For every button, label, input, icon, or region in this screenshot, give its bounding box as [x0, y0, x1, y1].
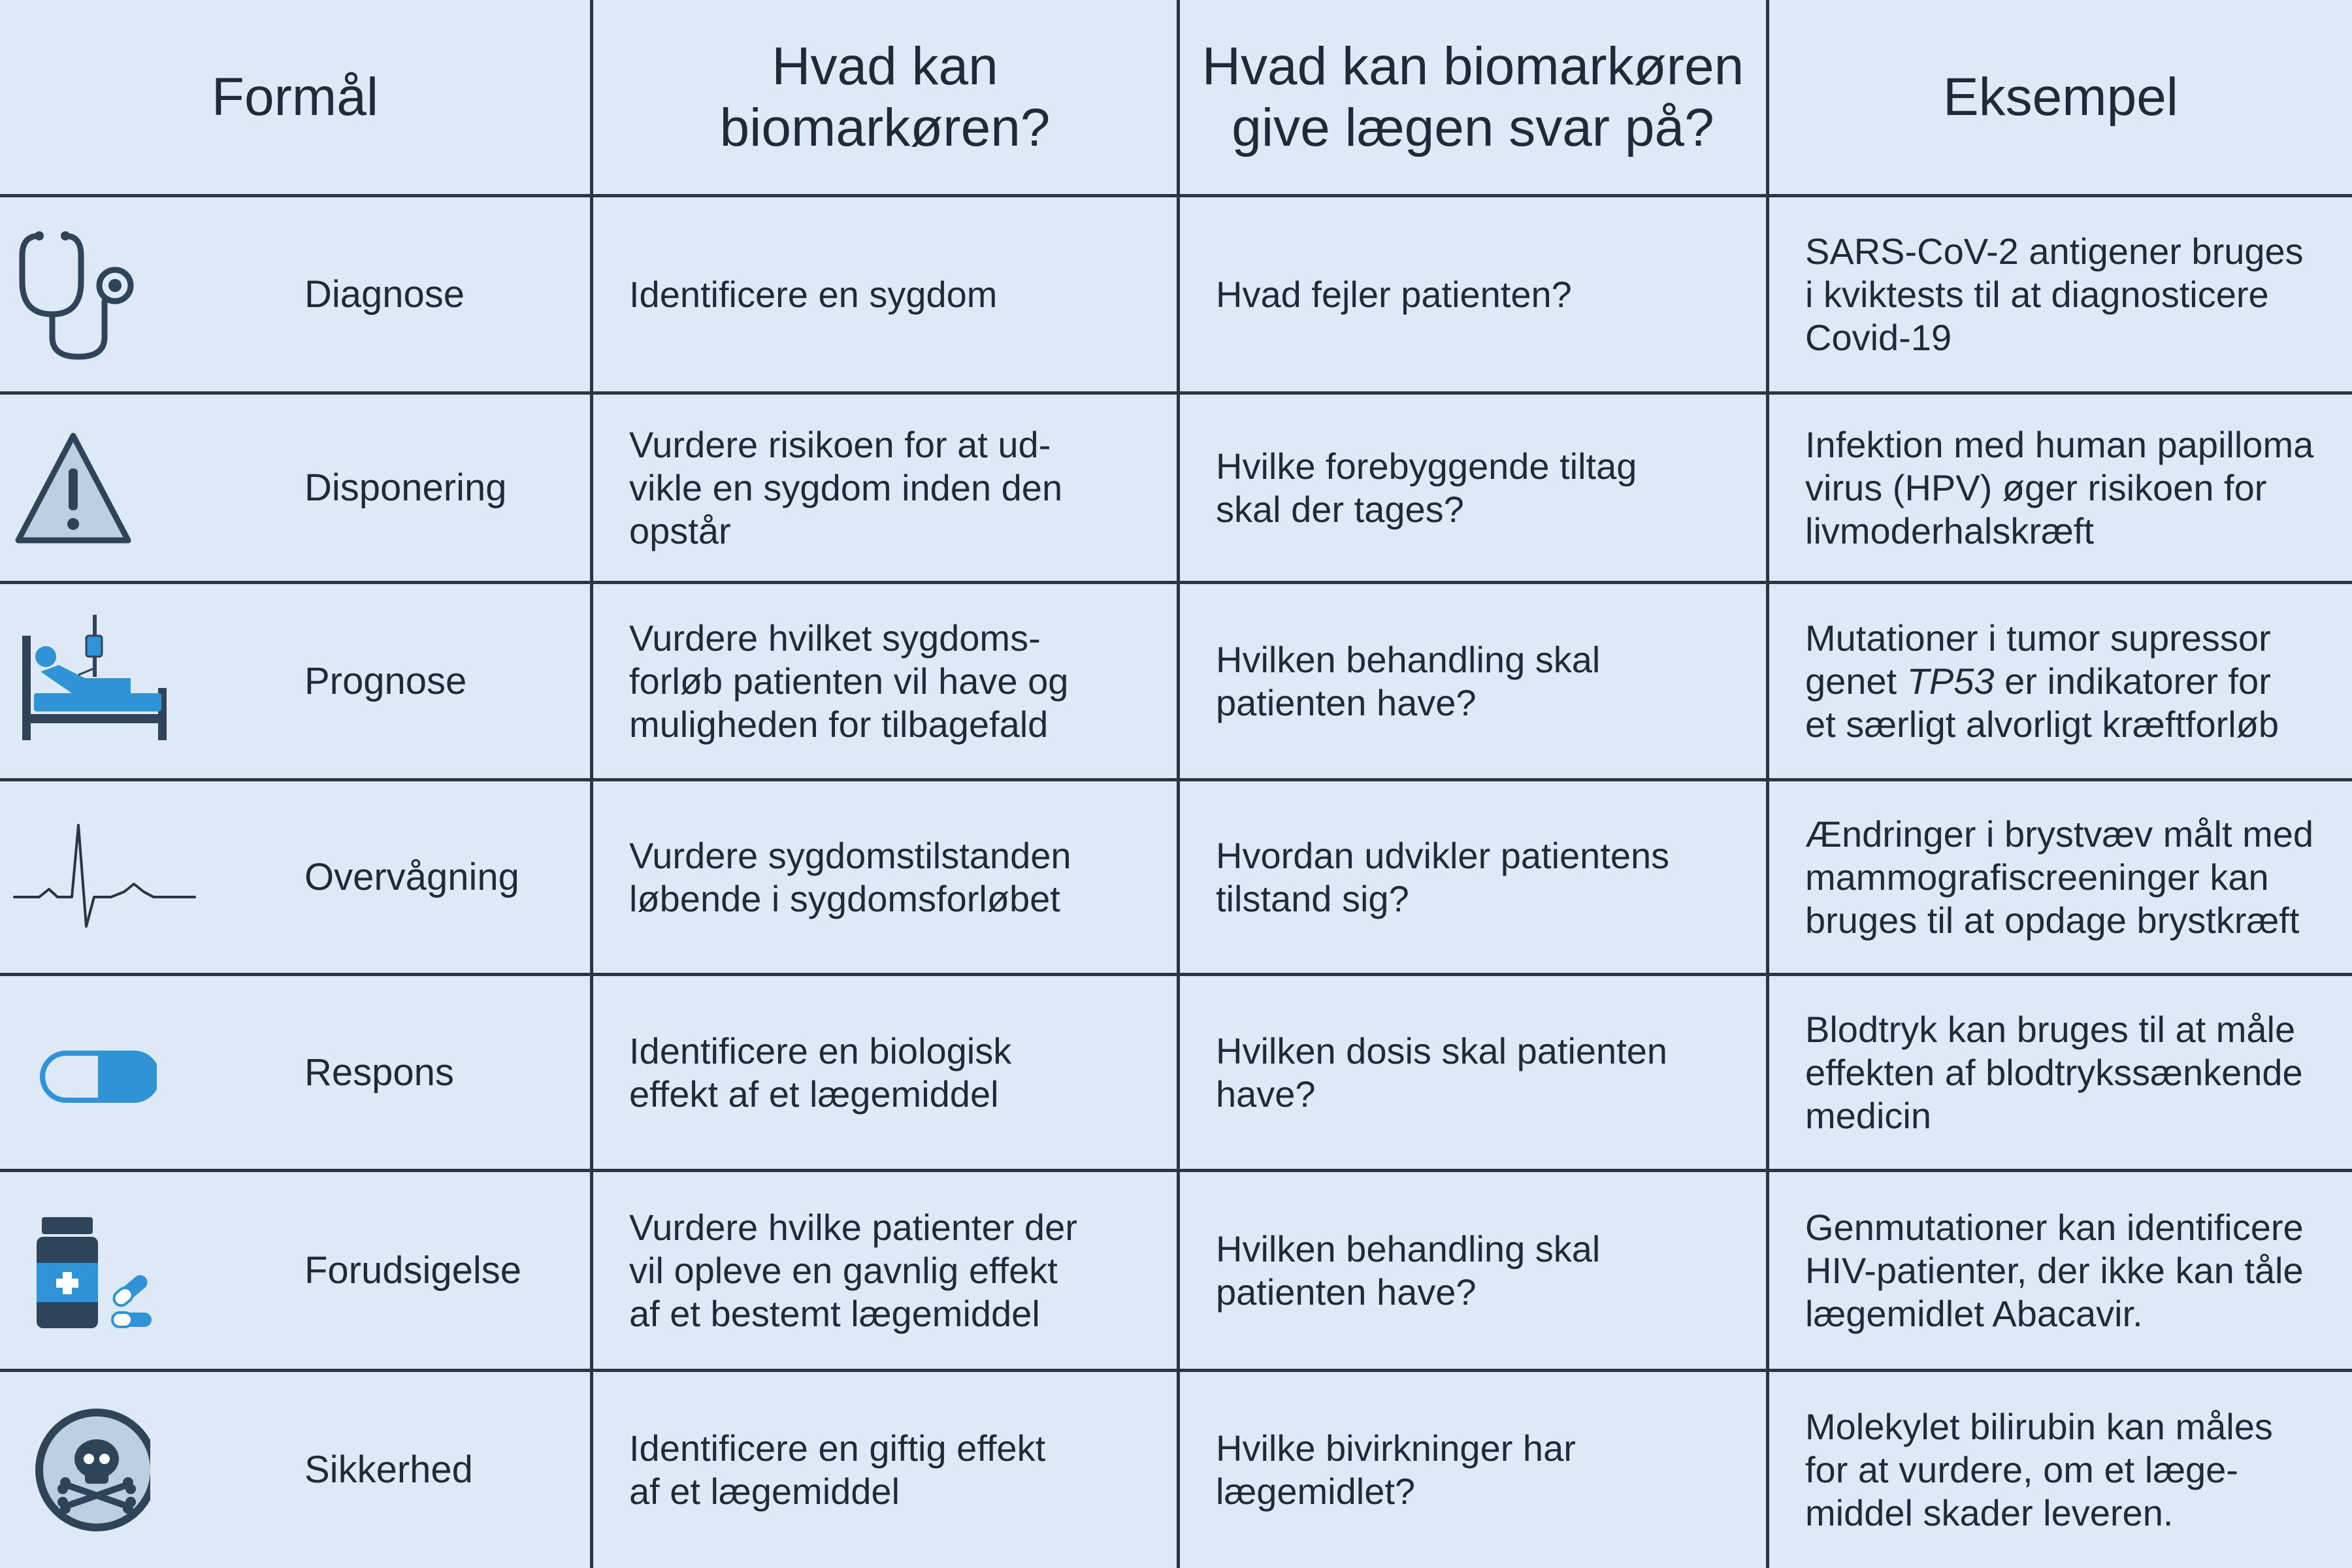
example-line: Genmutationer kan identificere: [1805, 1206, 2304, 1248]
answer-line: patienten have?: [1216, 681, 1477, 723]
example-line: Infektion med human papilloma: [1805, 423, 2314, 465]
purpose-label: Forudsigelse: [304, 1249, 522, 1292]
example-line: effekten af blodtrykssænkende: [1805, 1051, 2303, 1093]
can-line: Vurdere hvilket sygdoms-: [629, 617, 1041, 659]
answer-cell: [1180, 197, 1769, 395]
can-line: Vurdere risikoen for at ud-: [629, 423, 1051, 465]
answer-line: Hvilke bivirkninger har: [1216, 1428, 1576, 1469]
example-line: Blodtryk kan bruges til at måle: [1805, 1008, 2296, 1050]
example-text: er indikatorer for: [1994, 660, 2271, 702]
answer-cell: [1180, 976, 1769, 1172]
example-line: lægemidlet Abacavir.: [1805, 1292, 2143, 1334]
header-can: [593, 0, 1180, 197]
answer-cell: [1180, 1372, 1769, 1568]
answer-line: Hvilken behandling skal: [1216, 1228, 1601, 1269]
gene-name: TP53: [1906, 660, 1995, 702]
answer-line: have?: [1216, 1073, 1316, 1115]
heartbeat-icon: [13, 802, 196, 953]
example-cell: [1769, 584, 2352, 781]
answer-cell: [1180, 395, 1769, 584]
example-cell: [1769, 781, 2352, 976]
example-line: virus (HPV) øger risikoen for: [1805, 466, 2267, 508]
can-line: effekt af et lægemiddel: [629, 1073, 999, 1115]
can-line: Vurdere hvilke patienter der: [629, 1206, 1077, 1248]
purpose-label: Diagnose: [304, 272, 465, 316]
example-line: medicin: [1805, 1094, 1931, 1136]
can-cell: [593, 1372, 1180, 1568]
example-cell: [1769, 976, 2352, 1172]
can-line: vil opleve en gavnlig effekt: [629, 1249, 1058, 1291]
can-line: opstår: [629, 510, 731, 551]
example-line: Mutationer i tumor supressor: [1805, 617, 2271, 659]
answer-line: Hvilken dosis skal patienten: [1216, 1030, 1668, 1071]
example-line: Ændringer i brystvæv målt med: [1805, 813, 2314, 855]
purpose-label: Disponering: [304, 466, 507, 509]
purpose-cell-diagnose: [0, 197, 593, 395]
can-cell: [593, 395, 1180, 584]
can-cell: [593, 584, 1180, 781]
example-line: [1805, 660, 2279, 703]
example-line: for at vurdere, om et læge-: [1805, 1449, 2238, 1490]
header-purpose-text: Formål: [211, 67, 379, 127]
example-line: HIV-patienter, der ikke kan tåle: [1805, 1249, 2304, 1291]
purpose-label: Prognose: [304, 659, 467, 702]
stethoscope-icon: [13, 220, 196, 370]
example-line: et særligt alvorligt kræftforløb: [1805, 703, 2279, 745]
example-line: i kviktests til at diagnosticere: [1805, 273, 2269, 315]
can-line: Identificere en giftig effekt: [629, 1428, 1046, 1469]
answer-line: Hvad fejler patienten?: [1216, 273, 1572, 315]
can-line: løbende i sygdomsforløbet: [629, 877, 1060, 919]
hospital-bed-icon: [13, 606, 196, 757]
example-line: SARS-CoV-2 antigener bruges: [1805, 230, 2304, 272]
can-line: af et bestemt lægemiddel: [629, 1292, 1040, 1334]
purpose-cell-respons: [0, 976, 593, 1172]
example-cell: [1769, 1372, 2352, 1568]
header-answer-line2: give lægen svar på?: [1232, 97, 1714, 157]
header-can-line1: Hvad kan: [772, 36, 998, 96]
example-line: middel skader leveren.: [1805, 1492, 2174, 1533]
can-line: Identificere en biologisk: [629, 1030, 1012, 1071]
purpose-label: Overvågning: [304, 855, 519, 898]
purpose-cell-sikkerhed: [0, 1372, 593, 1568]
answer-cell: [1180, 584, 1769, 781]
example-cell: [1769, 395, 2352, 584]
example-cell: [1769, 197, 2352, 395]
skull-crossbones-icon: [13, 1395, 196, 1545]
example-line: Covid-19: [1805, 316, 1952, 358]
can-line: muligheden for tilbagefald: [629, 703, 1049, 745]
answer-cell: [1180, 781, 1769, 976]
header-answer: [1180, 0, 1769, 197]
pill-capsule-icon: [13, 998, 196, 1148]
answer-line: Hvilke forebyggende tiltag: [1216, 445, 1637, 487]
answer-line: Hvilken behandling skal: [1216, 638, 1601, 680]
can-line: vikle en sygdom inden den: [629, 466, 1063, 508]
example-cell: [1769, 1172, 2352, 1372]
example-line: bruges til at opdage brystkræft: [1805, 899, 2300, 941]
can-line: Identificere en sygdom: [629, 273, 998, 315]
purpose-cell-overvaagning: [0, 781, 593, 976]
header-answer-line1: Hvad kan biomarkøren: [1201, 36, 1744, 96]
can-line: forløb patienten vil have og: [629, 660, 1069, 702]
header-purpose: [0, 0, 593, 197]
can-line: af et lægemiddel: [629, 1471, 900, 1512]
medicine-bottle-icon: [13, 1196, 196, 1346]
example-line: livmoderhalskræft: [1805, 510, 2094, 551]
header-example-text: Eksempel: [1942, 67, 2179, 127]
answer-line: skal der tages?: [1216, 488, 1464, 530]
answer-line: lægemidlet?: [1216, 1471, 1416, 1512]
warning-icon: [13, 413, 196, 563]
can-cell: [593, 781, 1180, 976]
purpose-cell-forudsigelse: [0, 1172, 593, 1372]
answer-line: patienten have?: [1216, 1271, 1477, 1313]
purpose-cell-disponering: [0, 395, 593, 584]
header-can-line2: biomarkøren?: [719, 97, 1051, 157]
answer-line: Hvordan udvikler patientens: [1216, 834, 1670, 876]
example-line: Molekylet bilirubin kan måles: [1805, 1406, 2273, 1447]
can-cell: [593, 976, 1180, 1172]
purpose-label: Respons: [304, 1051, 454, 1094]
can-line: Vurdere sygdomstilstanden: [629, 834, 1071, 876]
can-cell: [593, 197, 1180, 395]
answer-line: tilstand sig?: [1216, 877, 1409, 919]
can-cell: [593, 1172, 1180, 1372]
header-example: [1769, 0, 2352, 197]
purpose-label: Sikkerhed: [304, 1448, 473, 1491]
example-line: mammografiscreeninger kan: [1805, 856, 2269, 898]
purpose-cell-prognose: [0, 584, 593, 781]
answer-cell: [1180, 1172, 1769, 1372]
example-text: genet: [1805, 660, 1907, 702]
